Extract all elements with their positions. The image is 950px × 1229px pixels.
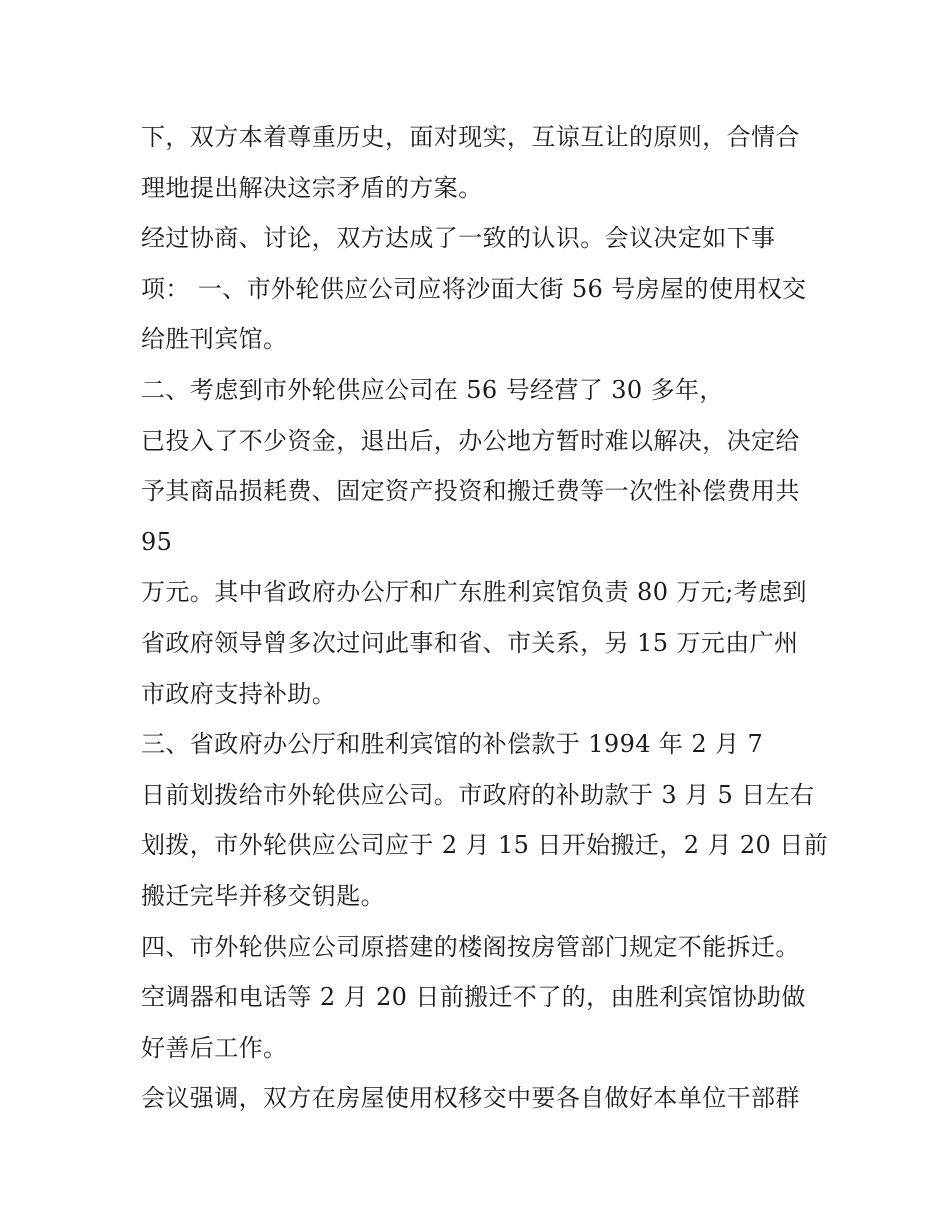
text-line: 省政府领导曾多次过问此事和省、市关系，另 15 万元由广州 (141, 628, 799, 657)
text-line: 划拨，市外轮供应公司应于 2 月 15 日开始搬迁，2 月 20 日前 (141, 831, 829, 860)
text-line: 二、考虑到市外轮供应公司在 56 号经营了 30 多年， (141, 375, 724, 404)
text-line: 会议强调，双方在房屋使用权移交中要各自做好本单位干部群 (141, 1084, 800, 1113)
text-line: 已投入了不少资金，退出后，办公地方暂时难以解决，决定给 (141, 426, 800, 455)
text-line: 下，双方本着尊重历史，面对现实，互谅互让的原则，合情合 (141, 123, 800, 151)
text-line: 项： 一、市外轮供应公司应将沙面大街 56 号房屋的使用权交 (141, 274, 807, 303)
text-line: 日前划拨给市外轮供应公司。市政府的补助款于 3 月 5 日左右 (141, 780, 815, 809)
text-line: 给胜刊宾馆。 (141, 325, 288, 354)
text-line: 三、省政府办公厅和胜利宾馆的补偿款于 1994 年 2 月 7 (141, 730, 764, 759)
text-line: 理地提出解决这宗矛盾的方案。 (141, 173, 483, 202)
text-line: 空调器和电话等 2 月 20 日前搬迁不了的，由胜利宾馆协助做 (141, 983, 806, 1012)
text-line: 搬迁完毕并移交钥匙。 (141, 881, 385, 910)
text-line: 四、市外轮供应公司原搭建的楼阁按房管部门规定不能拆迁。 (141, 932, 800, 961)
text-line: 经过协商、讨论，双方达成了一致的认识。会议决定如下事 (141, 224, 776, 253)
text-line: 万元。其中省政府办公厅和广东胜利宾馆负责 80 万元;考虑到 (141, 578, 807, 607)
text-line: 予其商品损耗费、固定资产投资和搬迁费等一次性补偿费用共 (141, 477, 800, 506)
text-line: 市政府支持补助。 (141, 679, 337, 708)
text-line: 95 (141, 527, 173, 556)
text-line: 好善后工作。 (141, 1033, 288, 1062)
document-body (141, 112, 829, 1124)
